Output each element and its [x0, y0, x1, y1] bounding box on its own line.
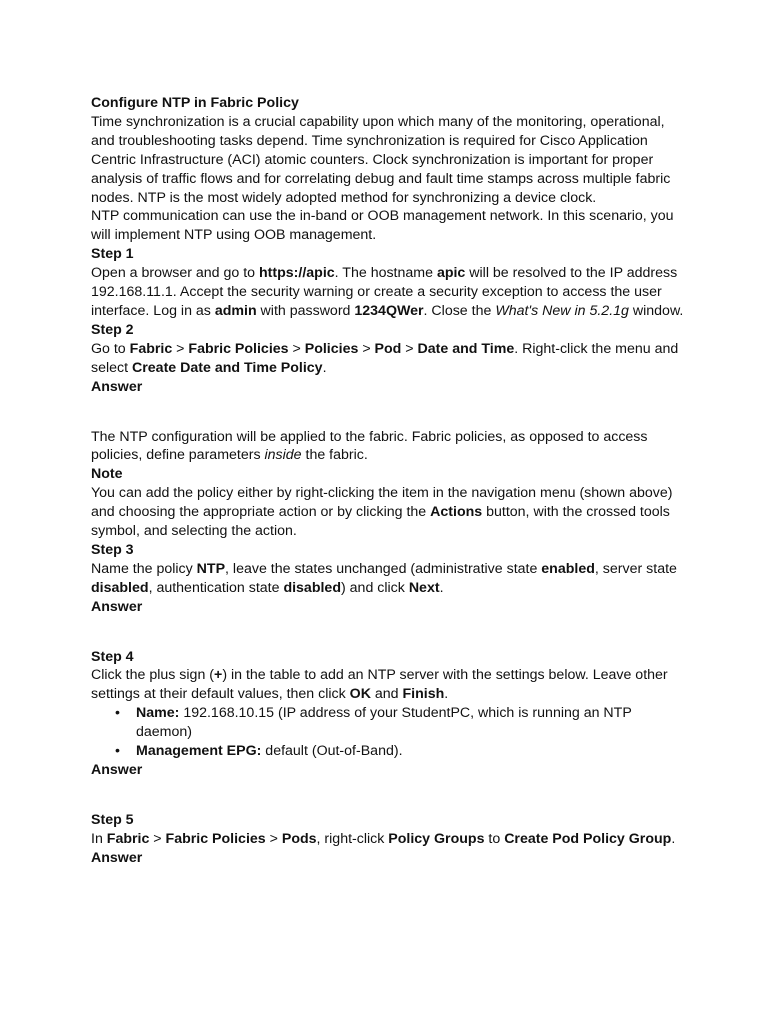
page-title: Configure NTP in Fabric Policy: [91, 95, 299, 111]
step1-label: Step 1: [91, 246, 134, 263]
ntp-server-settings-list: [91, 704, 686, 761]
bullet-icon: •: [115, 743, 120, 760]
step2-answer: Answer: [91, 378, 143, 395]
step1-text: Open a browser and go to https://apic. The hostname apic will be resolved to the IP address 192.168.11.1. Accept the security warning or create a security exception to access the user interface. Log in as admin with password 1234QWer. Close the What's New in 5.2.1g window.: [91, 265, 684, 319]
list-item: • Name: 192.168.10.15 (IP address of your StudentPC, which is running an NTP daemon): [115, 705, 632, 741]
step4-text: Click the plus sign (+) in the table to add an NTP server with the settings below. Leave other settings at their default values, then click OK and Finish.: [91, 667, 668, 703]
step2-label: Step 2: [91, 321, 134, 338]
step3-answer: Answer: [91, 598, 143, 615]
document-body: [91, 94, 686, 868]
list-item: • Management EPG: default (Out-of-Band).: [115, 743, 403, 760]
apic-url: https://apic: [259, 265, 335, 282]
step5-label: Step 5: [91, 811, 134, 828]
note-text: You can add the policy either by right-clicking the item in the navigation menu (shown above) and choosing the appropriate action or by clicking the Actions button, with the crossed tools symbol, and selecting the action.: [91, 485, 673, 540]
note-label: Note: [91, 466, 123, 483]
step4-answer: Answer: [91, 762, 143, 778]
step3-label: Step 3: [91, 541, 134, 558]
bullet-icon: •: [115, 705, 120, 722]
step3-text: Name the policy NTP, leave the states unchanged (administrative state enabled, server state disabled, authentication state disabled) and click Next.: [91, 560, 677, 596]
step5-answer: Answer: [91, 849, 143, 866]
intro-paragraph: Time synchronization is a crucial capability upon which many of the monitoring, operational, and troubleshooting tasks depend. Time synchronization is required for Cisco Application Centric Infrastructure (ACI) atomic counters. Clock synchronization is important for proper analysis of traffic flows and for correlating debug and fault time stamps across multiple fabric nodes. NTP is the most widely adopted method for synchronizing a device clock.: [91, 113, 671, 206]
step4-label: Step 4: [91, 648, 134, 665]
fabric-policy-paragraph: The NTP configuration will be applied to the fabric. Fabric policies, as opposed to access policies, define parameters inside the fabric.: [91, 428, 648, 464]
intro-paragraph-oob: NTP communication can use the in-band or OOB management network. In this scenario, you will implement NTP using OOB management.: [91, 208, 674, 244]
step5-text: In Fabric > Fabric Policies > Pods, right-click Policy Groups to Create Pod Policy Group.: [91, 830, 676, 847]
step2-text: Go to Fabric > Fabric Policies > Policies > Pod > Date and Time. Right-click the menu and select Create Date and Time Policy.: [91, 340, 679, 376]
